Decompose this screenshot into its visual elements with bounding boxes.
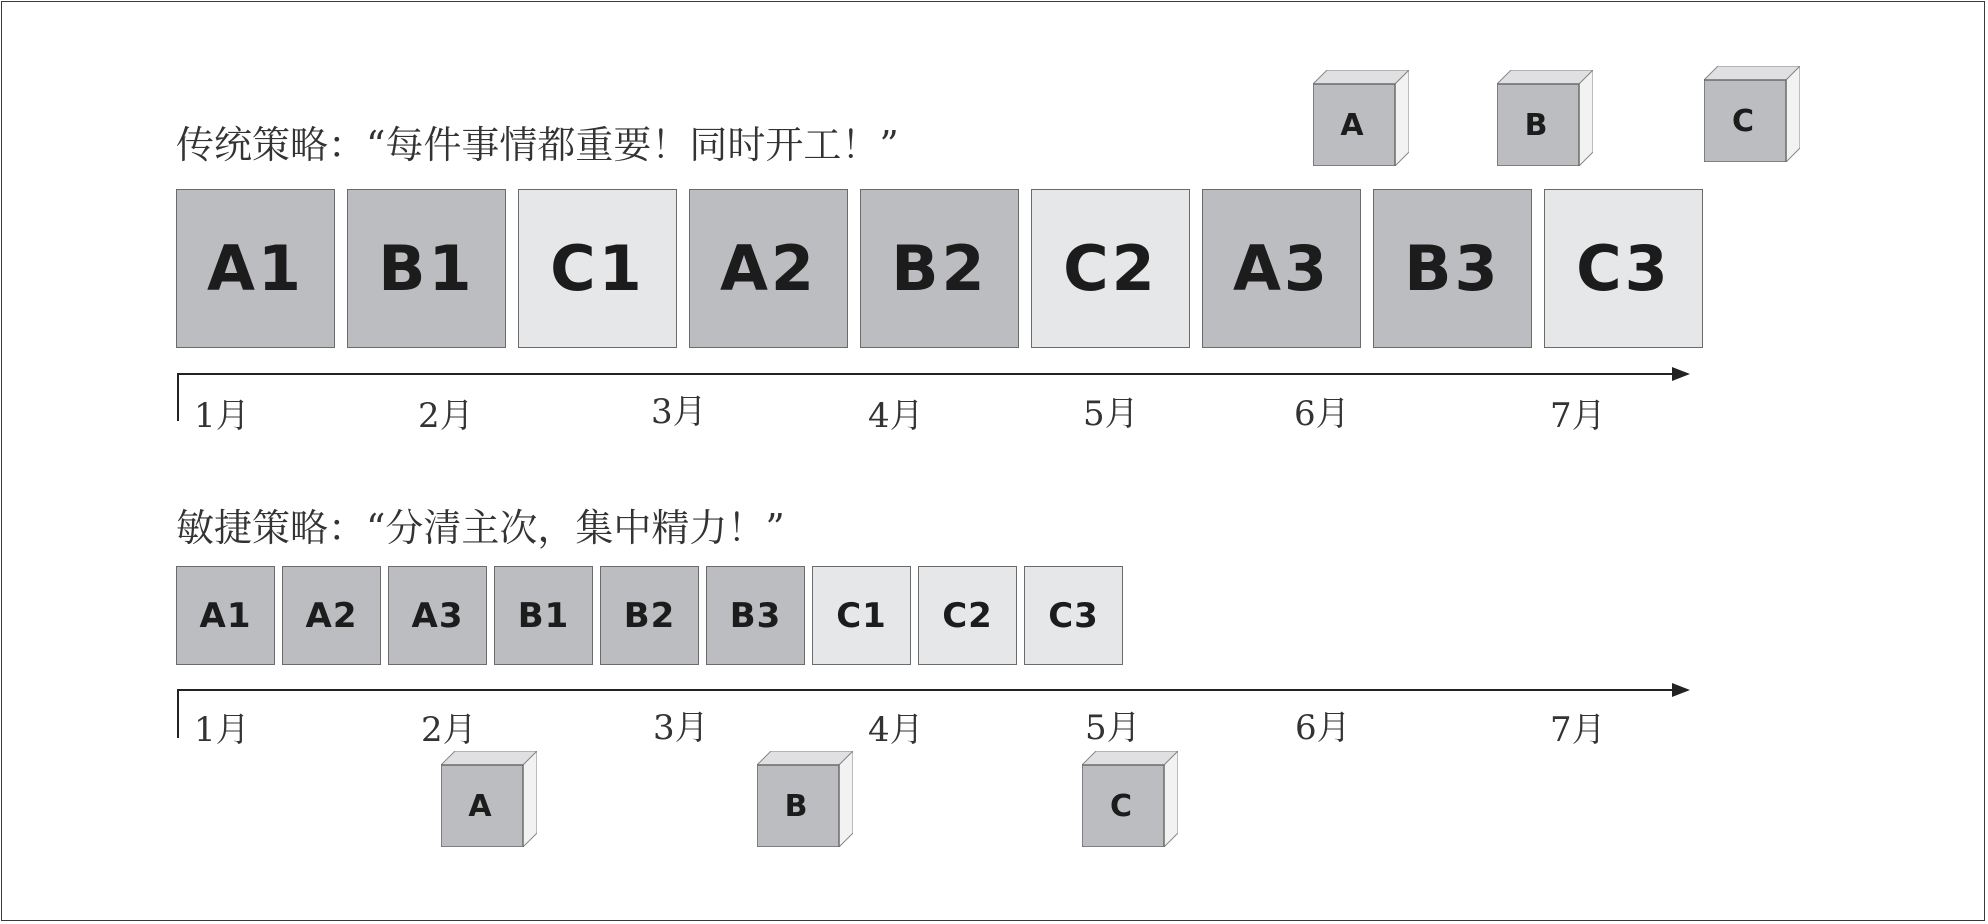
traditional-task: A2 <box>689 189 848 348</box>
agile-task: C1 <box>812 566 911 665</box>
traditional-task: B3 <box>1373 189 1532 348</box>
agile-task: C2 <box>918 566 1017 665</box>
agile-month-label: 6月 <box>1295 708 1351 748</box>
cube-label: B <box>784 788 808 824</box>
traditional-task: B1 <box>347 189 506 348</box>
traditional-task: A1 <box>176 189 335 348</box>
traditional-month-label: 3月 <box>651 392 707 432</box>
agile-task: A2 <box>282 566 381 665</box>
traditional-month-label: 2月 <box>418 396 474 436</box>
traditional-month-label: 1月 <box>194 396 250 436</box>
agile-task: A3 <box>388 566 487 665</box>
agile-month-label: 1月 <box>194 710 250 750</box>
deliverable-cube-b <box>757 751 853 847</box>
deliverable-cube-c <box>1082 751 1178 847</box>
deliverable-cube-a <box>441 751 537 847</box>
cube-label: C <box>1109 788 1133 824</box>
agile-task: B2 <box>600 566 699 665</box>
traditional-heading: 传统策略：“每件事情都重要！同时开工！” <box>176 123 899 167</box>
traditional-month-label: 4月 <box>868 396 924 436</box>
agile-task: B1 <box>494 566 593 665</box>
agile-month-label: 2月 <box>421 710 477 750</box>
cube-label: A <box>1340 107 1364 143</box>
agile-month-label: 4月 <box>868 710 924 750</box>
cube-label: A <box>468 788 492 824</box>
traditional-task: A3 <box>1202 189 1361 348</box>
agile-task: C3 <box>1024 566 1123 665</box>
traditional-month-label: 7月 <box>1550 396 1606 436</box>
agile-month-label: 7月 <box>1550 710 1606 750</box>
traditional-task: C3 <box>1544 189 1703 348</box>
agile-month-label: 5月 <box>1085 708 1141 748</box>
cube-label: B <box>1524 107 1548 143</box>
traditional-month-label: 6月 <box>1294 394 1350 434</box>
traditional-task: B2 <box>860 189 1019 348</box>
traditional-task: C2 <box>1031 189 1190 348</box>
cube-label: C <box>1731 103 1755 139</box>
agile-month-label: 3月 <box>653 708 709 748</box>
agile-task: B3 <box>706 566 805 665</box>
traditional-month-label: 5月 <box>1083 394 1139 434</box>
agile-heading: 敏捷策略：“分清主次，集中精力！” <box>176 506 785 550</box>
traditional-task: C1 <box>518 189 677 348</box>
agile-task: A1 <box>176 566 275 665</box>
